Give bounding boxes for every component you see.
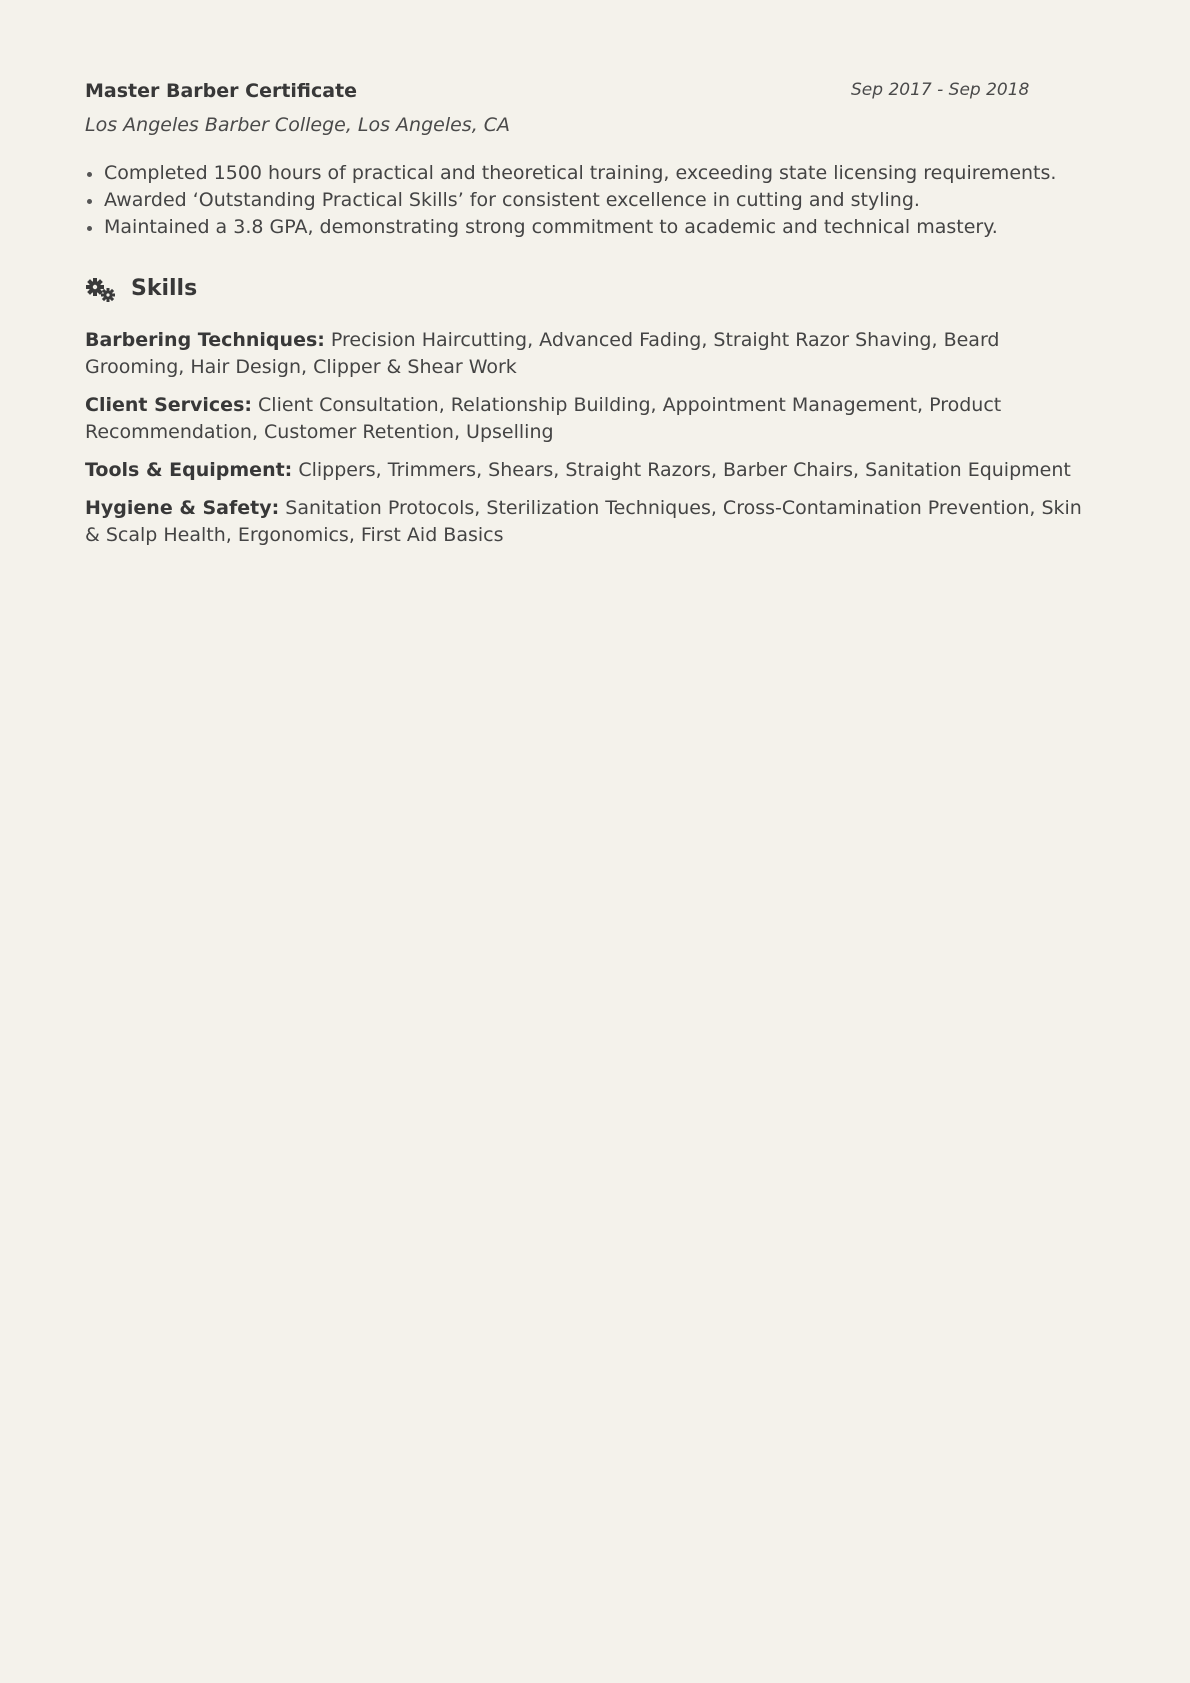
skill-label: Hygiene & Safety: — [85, 497, 280, 519]
skill-row — [85, 495, 1100, 549]
section-title: Skills — [131, 276, 198, 301]
education-bullets — [85, 160, 1105, 241]
skills-section-header — [85, 274, 485, 308]
gears-icon — [85, 276, 117, 304]
bullet-dot-icon — [87, 226, 92, 231]
education-school: Los Angeles Barber College, Los Angeles, CA — [85, 114, 511, 136]
skill-label: Client Services: — [85, 394, 252, 416]
list-item — [85, 214, 1105, 241]
skill-text: Sanitation Protocols, Sterilization Techniques, Cross-Contamination Prevention, Skin & Scalp Health, Ergonomics, First Aid Basics — [85, 497, 1082, 546]
education-title: Master Barber Certificate — [85, 80, 358, 102]
skill-label: Barbering Techniques: — [85, 329, 325, 351]
education-dates: Sep 2017 - Sep 2018 — [851, 80, 1030, 100]
list-item — [85, 187, 1105, 214]
skill-text: Clippers, Trimmers, Shears, Straight Razors, Barber Chairs, Sanitation Equipment — [298, 459, 1071, 481]
bullet-dot-icon — [87, 199, 92, 204]
bullet-text: Completed 1500 hours of practical and theoretical training, exceeding state licensing requirements. — [104, 162, 1057, 184]
bullet-dot-icon — [87, 172, 92, 177]
list-item — [85, 160, 1105, 187]
skill-row — [85, 392, 1100, 446]
skill-text: Precision Haircutting, Advanced Fading, Straight Razor Shaving, Beard Grooming, Hair Design, Clipper & Shear Work — [85, 329, 1000, 378]
skills-list — [85, 327, 1100, 560]
bullet-text: Maintained a 3.8 GPA, demonstrating strong commitment to academic and technical mastery. — [104, 216, 998, 238]
skill-row — [85, 327, 1100, 381]
skill-label: Tools & Equipment: — [85, 459, 293, 481]
skill-text: Client Consultation, Relationship Building, Appointment Management, Product Recommendation, Customer Retention, Upselling — [85, 394, 1002, 443]
education-entry-header — [85, 80, 1105, 110]
skill-row — [85, 457, 1100, 484]
bullet-text: Awarded ‘Outstanding Practical Skills’ for consistent excellence in cutting and styling. — [104, 189, 920, 211]
